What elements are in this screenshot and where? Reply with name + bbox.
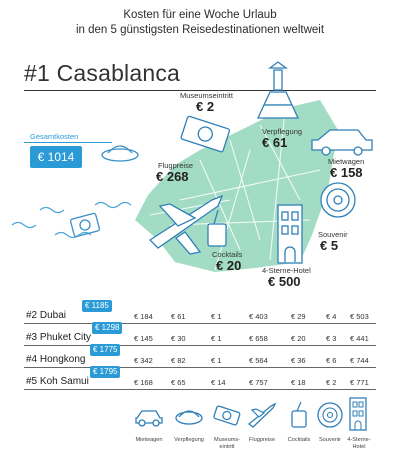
cell-hotel: € 503 [350,312,369,321]
legend-souvenir-icon [315,400,345,430]
museum-label: Museumseintritt [180,91,233,100]
destination-name: #2 Dubai [26,310,67,321]
cell-museum: € 1 [211,312,222,321]
flight-amount: € 268 [156,169,189,184]
car-label: Mietwagen [328,157,365,166]
destination-total-badge: € 1185 [82,300,112,312]
legend-hotel-icon [348,396,368,432]
destination-total-badge: € 1298 [92,322,122,334]
featured-city-title: #1 Casablanca [24,60,181,86]
camera-icon [70,213,100,237]
cell-flug: € 564 [249,356,268,365]
cocktails-label: Cocktails [212,250,243,259]
legend-label-hotel: 4-Sterne- Hotel [347,437,371,450]
sun-hat-icon [102,146,138,161]
car-amount: € 158 [330,165,363,180]
cell-mietwagen: € 145 [134,334,153,343]
cell-mietwagen: € 168 [134,378,153,387]
destination-name: #3 Phuket City [26,332,92,343]
table-row [24,301,376,324]
legend-label-verpflegung: Verpflegung [174,437,204,443]
cell-souvenir: € 2 [326,378,337,387]
legend-car-icon [134,400,164,430]
table-row [24,345,376,368]
cell-flug: € 757 [249,378,268,387]
cocktails-amount: € 20 [216,258,242,273]
ticket-icon [181,116,230,152]
legend-food-icon [174,400,204,430]
cell-souvenir: € 6 [326,356,337,365]
decanter-icon [258,62,298,118]
row-divider [24,367,376,368]
cell-hotel: € 771 [350,378,369,387]
legend-label-cocktails: Cocktails [287,437,311,443]
destination-total-badge: € 1775 [90,344,120,356]
legend-label-mietwagen: Mietwagen [135,437,163,443]
legend-label-souvenir: Souvenir [318,437,342,443]
museum-amount: € 2 [196,99,215,114]
cell-verpflegung: € 61 [171,312,186,321]
table-row [24,323,376,346]
row-divider [24,323,376,324]
cell-museum: € 14 [211,378,226,387]
cell-flug: € 403 [249,312,268,321]
destination-total-badge: € 1795 [90,366,120,378]
legend-label-flug: Flugpreise [248,437,276,443]
cell-mietwagen: € 342 [134,356,153,365]
cell-cocktails: € 20 [291,334,306,343]
legend-ticket-icon [212,400,242,430]
souvenir-label: Souvenir [318,230,348,239]
cell-verpflegung: € 65 [171,378,186,387]
row-divider [24,345,376,346]
legend-cocktail-icon [284,400,314,430]
total-cost-badge: € 1014 [30,146,82,168]
headline-line-2: in den 5 günstigsten Reisedestinationen weltweit [75,24,325,36]
souvenir-plate-icon [321,183,355,217]
map-area [135,100,338,272]
table-row [24,367,376,390]
cell-verpflegung: € 82 [171,356,186,365]
food-amount: € 61 [262,135,288,150]
destination-name: #4 Hongkong [26,354,86,365]
food-label: Verpflegung [262,127,303,136]
cell-verpflegung: € 30 [171,334,186,343]
total-cost-label: Gesamtkosten [30,132,79,141]
cell-museum: € 1 [211,356,222,365]
cell-flug: € 658 [249,334,268,343]
cell-hotel: € 744 [350,356,369,365]
hotel-label: 4-Sterne-Hotel [262,266,311,275]
flight-label: Flugpreise [158,161,194,170]
cell-mietwagen: € 184 [134,312,153,321]
cell-souvenir: € 3 [326,334,337,343]
souvenir-amount: € 5 [320,238,339,253]
cell-museum: € 1 [211,334,222,343]
total-cost-rule [24,142,112,143]
hotel-building-icon [278,205,302,263]
cell-souvenir: € 4 [326,312,337,321]
cell-hotel: € 441 [350,334,369,343]
legend-label-museum: Museums- eintritt [213,437,241,450]
hotel-amount: € 500 [268,274,301,289]
cell-cocktails: € 29 [291,312,306,321]
cell-cocktails: € 18 [291,378,306,387]
destination-name: #5 Koh Samui [26,376,89,387]
legend-plane-icon [247,400,277,430]
row-divider [24,389,376,390]
cell-cocktails: € 36 [291,356,306,365]
headline-line-1: Kosten für eine Woche Urlaub [123,9,277,21]
